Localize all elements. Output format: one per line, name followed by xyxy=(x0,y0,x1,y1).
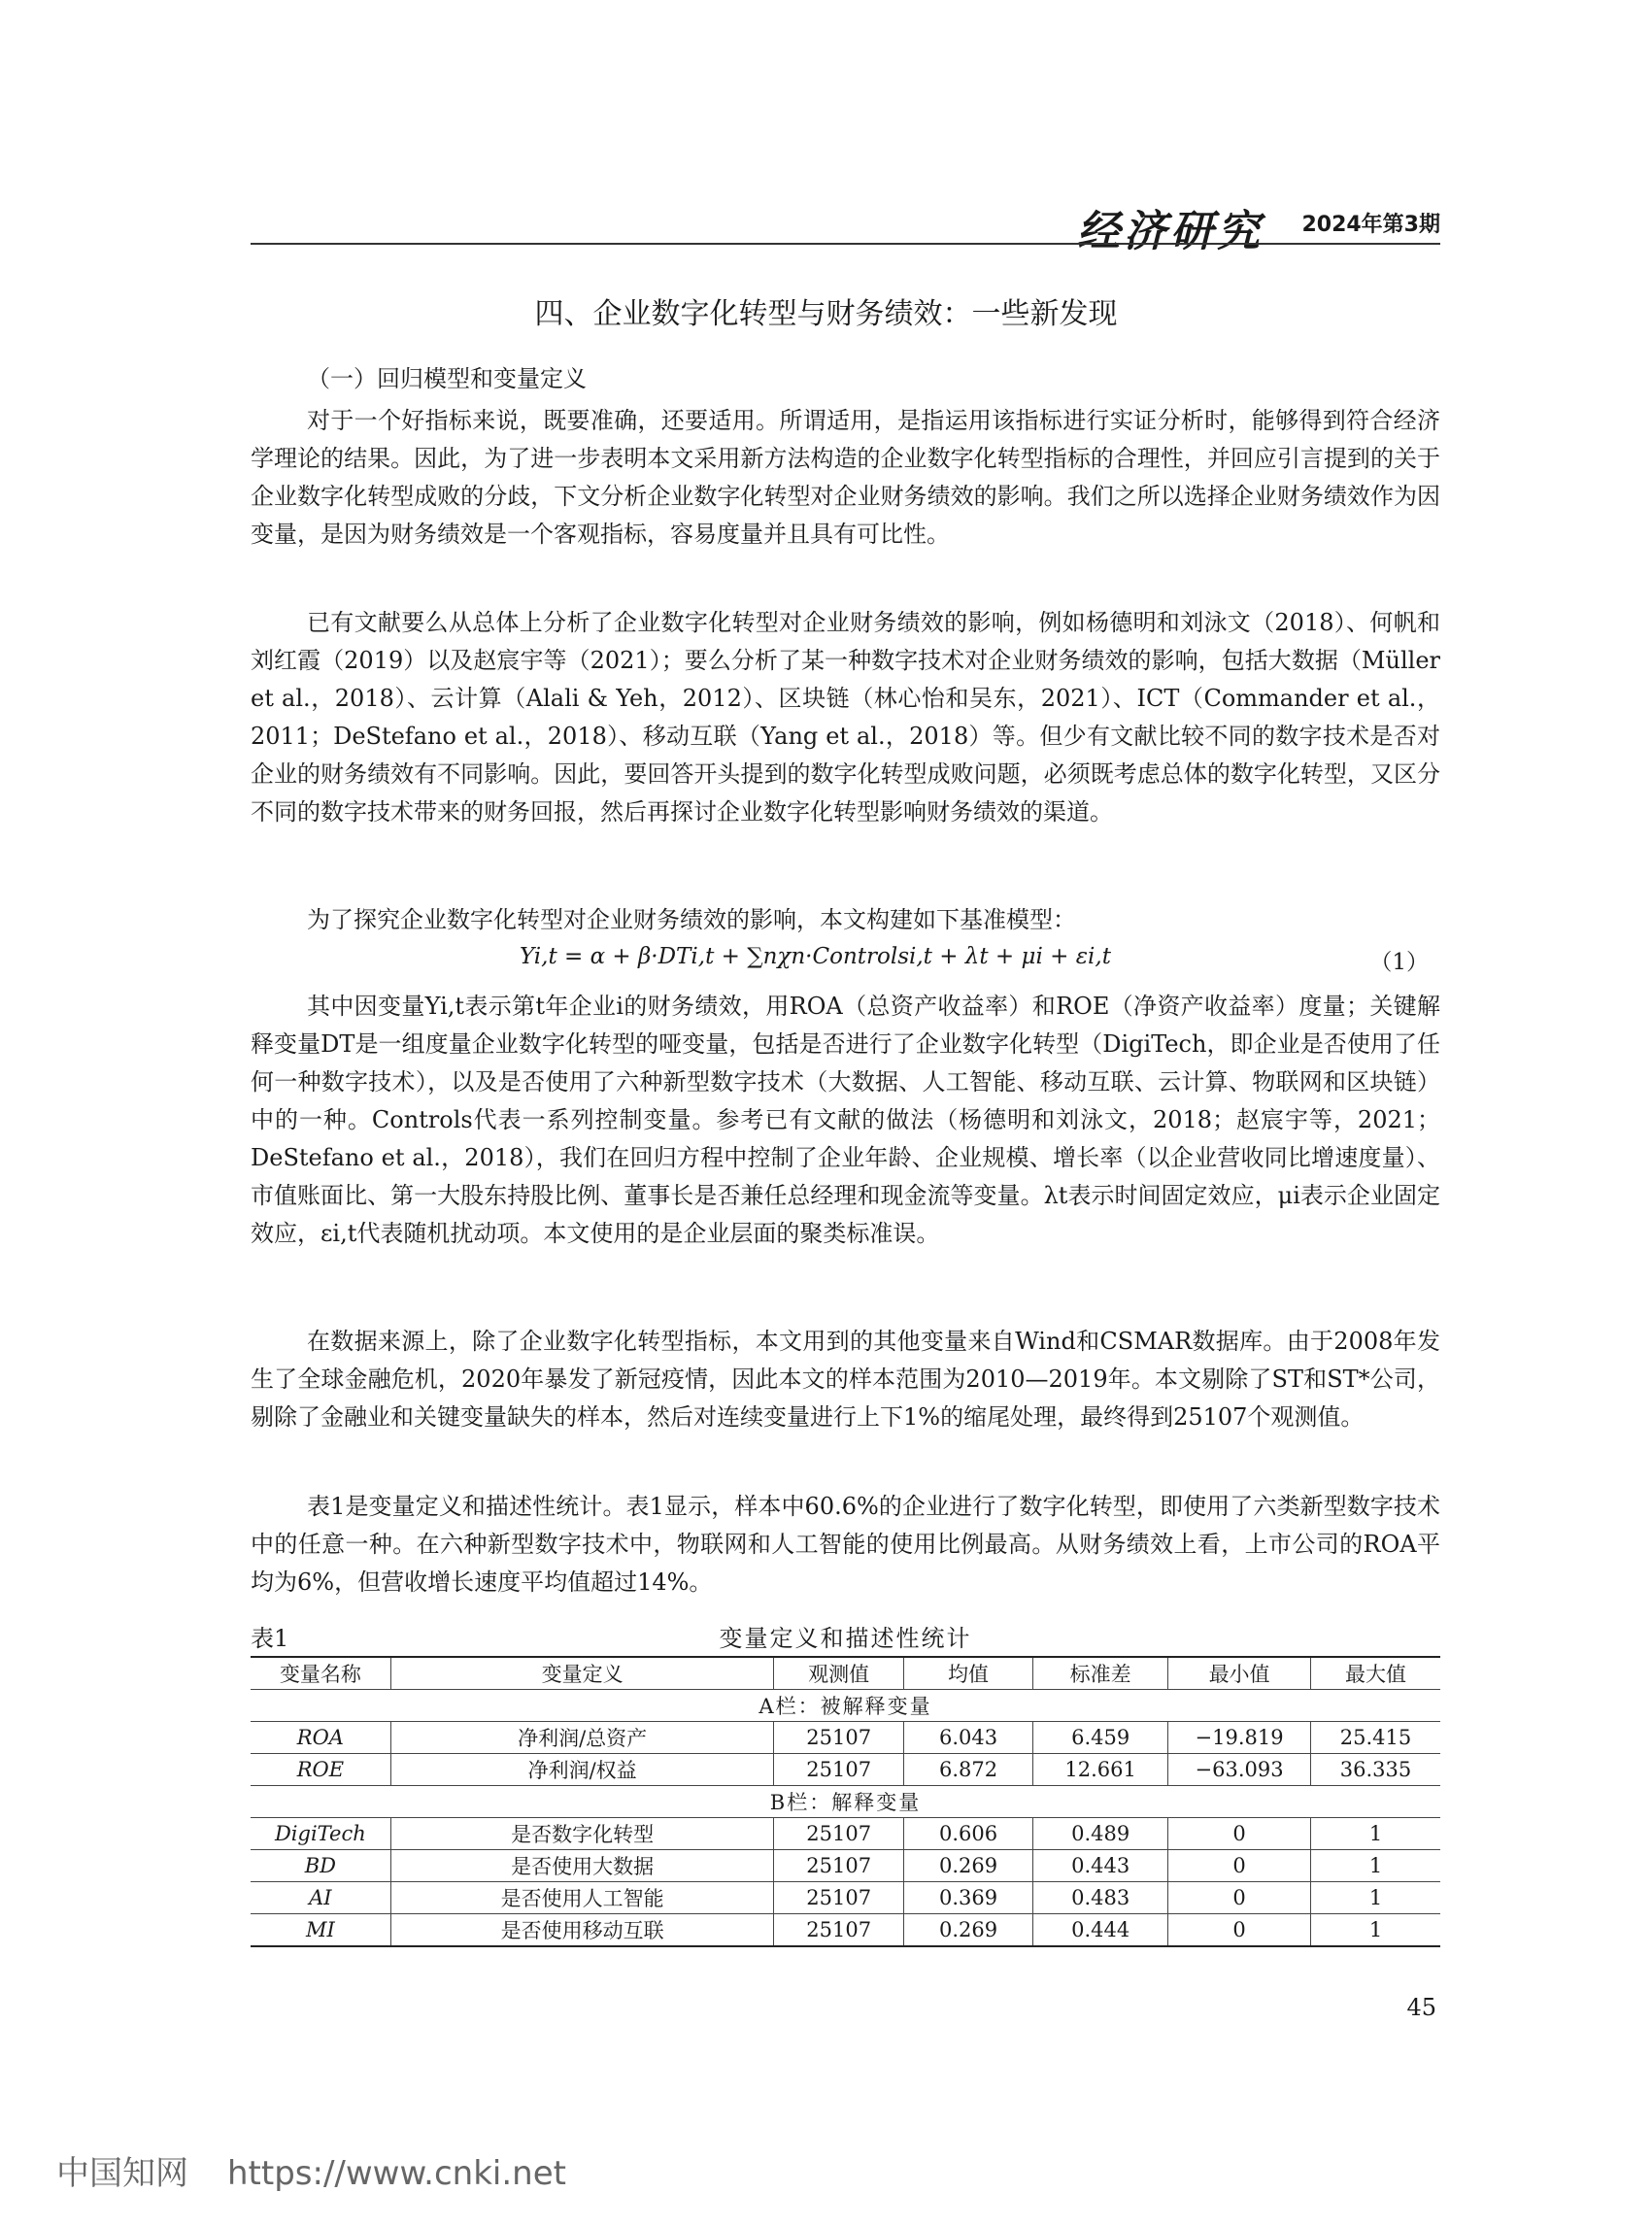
panel-row xyxy=(251,1786,1440,1818)
table-cell: 是否使用人工智能 xyxy=(390,1882,774,1914)
page-header xyxy=(251,194,1440,256)
table-caption xyxy=(251,1619,1440,1652)
watermark-brand: 中国知网 xyxy=(56,2154,188,2193)
table-header-row xyxy=(251,1657,1440,1690)
paragraph-3 xyxy=(251,901,1440,939)
paragraph-text: 表1是变量定义和描述性统计。表1显示，样本中60.6%的企业进行了数字化转型，即使用了六类新型数字技术中的任意一种。在六种新型数字技术中，物联网和人工智能的使用比例最高。从财务绩效上看，上市公司的ROA平均为6%，但营收增长速度平均值超过14%。 xyxy=(251,1493,1440,1596)
table-row xyxy=(251,1722,1440,1754)
table-cell: 12.661 xyxy=(1033,1754,1168,1786)
table-cell: 1 xyxy=(1311,1914,1440,1947)
table-row xyxy=(251,1882,1440,1914)
cnki-watermark xyxy=(56,2146,566,2194)
table-cell: 0.483 xyxy=(1033,1882,1168,1914)
table-cell: 0.444 xyxy=(1033,1914,1168,1947)
paragraph-text: 已有文献要么从总体上分析了企业数字化转型对企业财务绩效的影响，例如杨德明和刘泳文（2018）、何帆和刘红霞（2019）以及赵宸宇等（2021）；要么分析了某一种数字技术对企业财务绩效的影响，包括大数据（Müller et al.，2018）、云计算（Alali & Yeh，2012）、区块链（林心怡和吴东，2021）、ICT（Commander et al.，2011；DeStefano et al.，2018）、移动互联（Yang et al.，2018）等。但少有文献比较不同的数字技术是否对企业的财务绩效有不同影响。因此，要回答开头提到的数字化转型成败问题，必须既考虑总体的数字化转型，又区分不同的数字技术带来的财务回报，然后再探讨企业数字化转型影响财务绩效的渠道。 xyxy=(251,609,1440,826)
table-cell: 0.269 xyxy=(903,1914,1032,1947)
table-cell: 0 xyxy=(1168,1914,1311,1947)
paragraph-text: 为了探究企业数字化转型对企业财务绩效的影响，本文构建如下基准模型： xyxy=(307,906,1076,933)
table-cell: 0 xyxy=(1168,1818,1311,1850)
table-cell: BD xyxy=(251,1850,390,1882)
paragraph-text: 对于一个好指标来说，既要准确，还要适用。所谓适用，是指运用该指标进行实证分析时，能够得到符合经济学理论的结果。因此，为了进一步表明本文采用新方法构造的企业数字化转型指标的合理性，并回应引言提到的关于企业数字化转型成败的分歧，下文分析企业数字化转型对企业财务绩效的影响。我们之所以选择企业财务绩效作为因变量，是因为财务绩效是一个客观指标，容易度量并且具有可比性。 xyxy=(251,407,1440,548)
table-row xyxy=(251,1914,1440,1947)
column-header: 最小值 xyxy=(1168,1657,1311,1690)
table-cell: 净利润/总资产 xyxy=(390,1722,774,1754)
column-header: 标准差 xyxy=(1033,1657,1168,1690)
table-cell: 0.489 xyxy=(1033,1818,1168,1850)
table-cell: 0 xyxy=(1168,1850,1311,1882)
table-cell: −19.819 xyxy=(1168,1722,1311,1754)
table-label: 表1 xyxy=(251,1625,289,1652)
table-cell: DigiTech xyxy=(251,1818,390,1850)
column-header: 变量定义 xyxy=(390,1657,774,1690)
table-cell: 净利润/权益 xyxy=(390,1754,774,1786)
equation-1: Yi,t = α + β·DTi,t + ∑nχn·Controlsi,t + λt + μi + εi,t xyxy=(520,944,1111,969)
table-cell: 0 xyxy=(1168,1882,1311,1914)
panel-row xyxy=(251,1690,1440,1722)
table-cell: 1 xyxy=(1311,1850,1440,1882)
paragraph-text: 在数据来源上，除了企业数字化转型指标，本文用到的其他变量来自Wind和CSMAR数据库。由于2008年发生了全球金融危机，2020年暴发了新冠疫情，因此本文的样本范围为2010—2019年。本文剔除了ST和ST*公司，剔除了金融业和关键变量缺失的样本，然后对连续变量进行上下1%的缩尾处理，最终得到25107个观测值。 xyxy=(251,1328,1440,1431)
table-row xyxy=(251,1850,1440,1882)
paragraph-text: 其中因变量Yi,t表示第t年企业i的财务绩效，用ROA（总资产收益率）和ROE（净资产收益率）度量；关键解释变量DT是一组度量企业数字化转型的哑变量，包括是否进行了企业数字化转型（DigiTech，即企业是否使用了任何一种数字技术），以及是否使用了六种新型数字技术（大数据、人工智能、移动互联、云计算、物联网和区块链）中的一种。Controls代表一系列控制变量。参考已有文献的做法（杨德明和刘泳文，2018；赵宸宇等，2021；DeStefano et al.，2018），我们在回归方程中控制了企业年龄、企业规模、增长率（以企业营收同比增速度量）、市值账面比、第一大股东持股比例、董事长是否兼任总经理和现金流等变量。λt表示时间固定效应，μi表示企业固定效应，εi,t代表随机扰动项。本文使用的是企业层面的聚类标准误。 xyxy=(251,993,1440,1247)
table-cell: 6.459 xyxy=(1033,1722,1168,1754)
table-cell: 25107 xyxy=(774,1722,903,1754)
paragraph-4 xyxy=(251,988,1440,1253)
header-divider xyxy=(251,243,1440,245)
table-cell: 25.415 xyxy=(1311,1722,1440,1754)
table-cell: −63.093 xyxy=(1168,1754,1311,1786)
table-cell: 36.335 xyxy=(1311,1754,1440,1786)
table-cell: 0.606 xyxy=(903,1818,1032,1850)
paragraph-6 xyxy=(251,1488,1440,1602)
watermark-url: https://www.cnki.net xyxy=(227,2154,566,2193)
table-cell: 0.369 xyxy=(903,1882,1032,1914)
table-cell: AI xyxy=(251,1882,390,1914)
table-cell: 6.872 xyxy=(903,1754,1032,1786)
table-cell: 25107 xyxy=(774,1914,903,1947)
panel-b-label: B栏：解释变量 xyxy=(251,1786,1440,1818)
table-cell: 1 xyxy=(1311,1818,1440,1850)
paragraph-2 xyxy=(251,604,1440,831)
table-cell: MI xyxy=(251,1914,390,1947)
column-header: 最大值 xyxy=(1311,1657,1440,1690)
table-cell: 0.269 xyxy=(903,1850,1032,1882)
table-cell: 是否使用大数据 xyxy=(390,1850,774,1882)
equation-number: （1） xyxy=(1369,950,1429,975)
issue-label: 2024年第3期 xyxy=(1301,213,1440,237)
statistics-table xyxy=(251,1656,1440,1947)
table-cell: 是否数字化转型 xyxy=(390,1818,774,1850)
table-row xyxy=(251,1754,1440,1786)
table-title: 变量定义和描述性统计 xyxy=(719,1625,972,1652)
table-cell: 25107 xyxy=(774,1818,903,1850)
column-header: 观测值 xyxy=(774,1657,903,1690)
page-number: 45 xyxy=(1406,1994,1436,2021)
section-title: 四、企业数字化转型与财务绩效：一些新发现 xyxy=(534,297,1118,331)
table-cell: 6.043 xyxy=(903,1722,1032,1754)
table-cell: 是否使用移动互联 xyxy=(390,1914,774,1947)
table-cell: 0.443 xyxy=(1033,1850,1168,1882)
table-cell: 25107 xyxy=(774,1850,903,1882)
paragraph-1 xyxy=(251,402,1440,554)
paragraph-5 xyxy=(251,1323,1440,1436)
table-cell: ROA xyxy=(251,1722,390,1754)
panel-a-label: A栏：被解释变量 xyxy=(251,1690,1440,1722)
subsection-title: （一）回归模型和变量定义 xyxy=(307,365,587,392)
table-cell: 1 xyxy=(1311,1882,1440,1914)
column-header: 均值 xyxy=(903,1657,1032,1690)
column-header: 变量名称 xyxy=(251,1657,390,1690)
table-row xyxy=(251,1818,1440,1850)
table-cell: 25107 xyxy=(774,1882,903,1914)
journal-logo: 经济研究 xyxy=(1077,207,1264,256)
table-cell: 25107 xyxy=(774,1754,903,1786)
table-cell: ROE xyxy=(251,1754,390,1786)
